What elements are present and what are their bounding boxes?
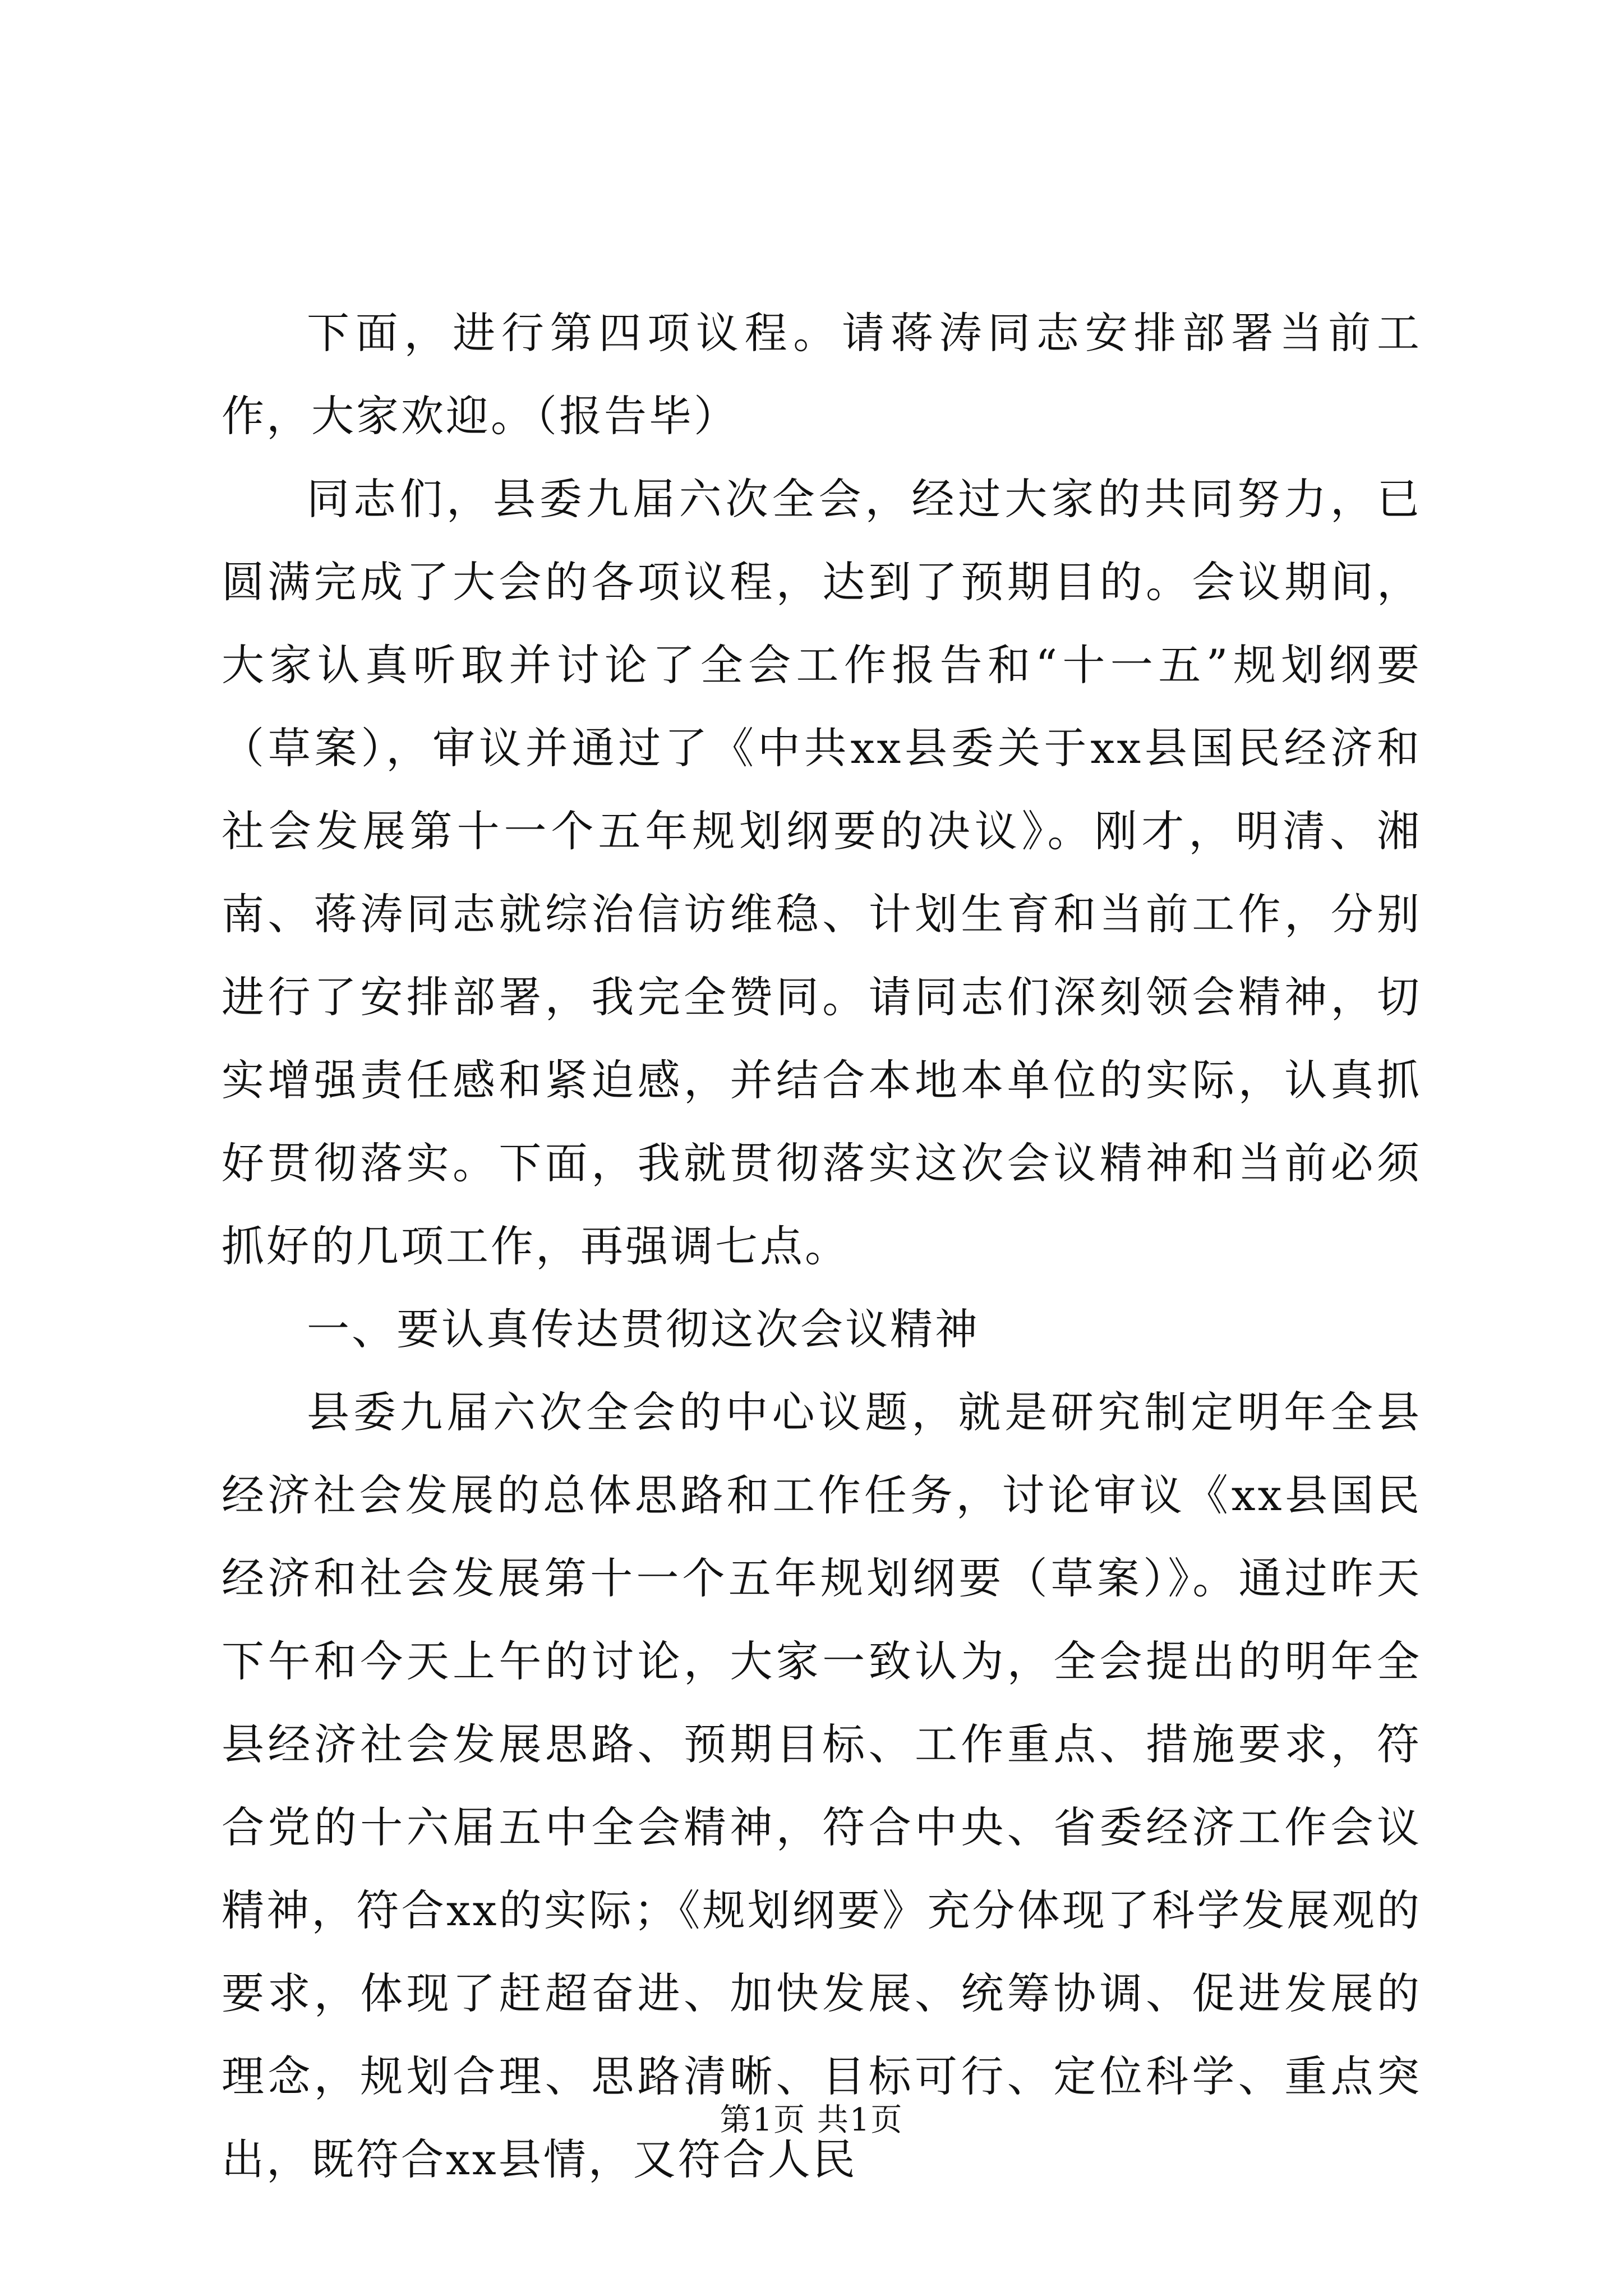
section-heading-1: 一、要认真传达贯彻这次会议精神 xyxy=(307,1304,980,1354)
paragraph-summary: 同志们，县委九届六次全会，经过大家的共同努力，已圆满完成了大会的各项议程，达到了预期目的。会议期间，大家认真听取并讨论了全会工作报告和“十一五”规划纲要（草案），审议并通过了《中共xx县委关于xx县国民经济和社会发展第十一个五年规划纲要的决议》。刚才，明清、湘南、蒋涛同志就综治信访维稳、计划生育和当前工作，分别进行了安排部署，我完全赞同。请同志们深刻领会精神，切实增强责任感和紧迫感，并结合本地本单位的实际，认真抓好贯彻落实。下面，我就贯彻落实这次会议精神和当前必须抓好的几项工作，再强调七点。 xyxy=(222,474,1422,1271)
page-footer: 第1页 共1页 xyxy=(720,2102,903,2138)
paragraph-section-1: 县委九届六次全会的中心议题，就是研究制定明年全县经济社会发展的总体思路和工作任务，讨论审议《xx县国民经济和社会发展第十一个五年规划纲要（草案）》。通过昨天下午和今天上午的讨论，大家一致认为，全会提出的明年全县经济社会发展思路、预期目标、工作重点、措施要求，符合党的十六届五中全会精神，符合中央、省委经济工作会议精神，符合xx的实际；《规划纲要》充分体现了科学发展观的要求，体现了赶超奋进、加快发展、统筹协调、促进发展的理念，规划合理、思路清晰、目标可行、定位科学、重点突出，既符合xx县情，又符合人民 xyxy=(222,1387,1422,2184)
paragraph-agenda: 下面，进行第四项议程。请蒋涛同志安排部署当前工作，大家欢迎。（报告毕） xyxy=(222,308,1422,441)
document-body xyxy=(222,292,1422,2201)
